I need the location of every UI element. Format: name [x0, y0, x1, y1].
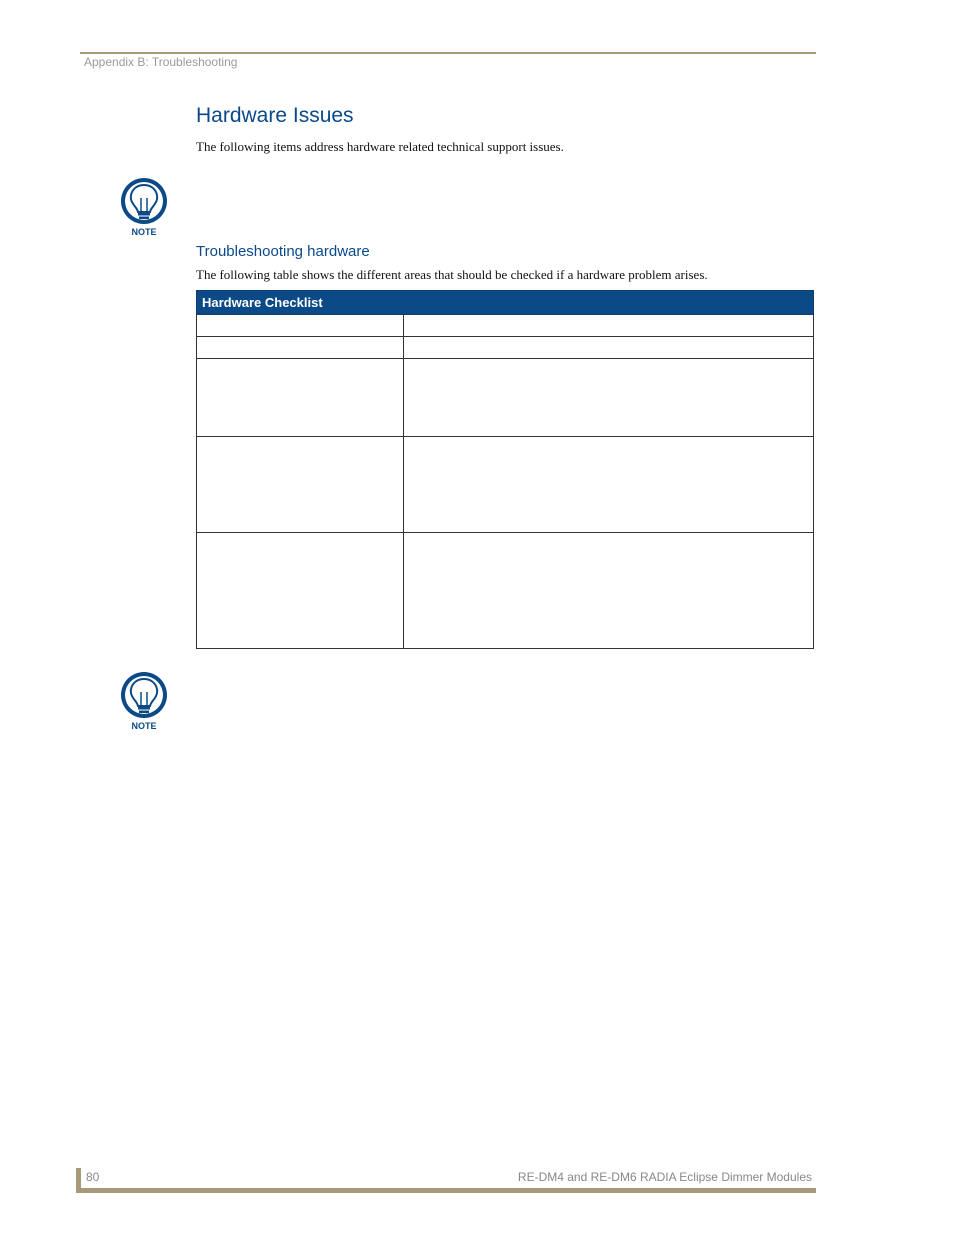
footer-rule [76, 1188, 816, 1193]
table-row [197, 315, 814, 337]
table-row [197, 359, 814, 437]
note-lightbulb-icon [118, 669, 168, 733]
table-cell [404, 437, 814, 533]
hardware-checklist-table [196, 290, 814, 649]
table-row [197, 337, 814, 359]
section-intro: The following items address hardware related technical support issues. [196, 139, 564, 154]
subsection-title: Troubleshooting hardware [196, 243, 370, 260]
header-rule [80, 52, 816, 54]
table-cell [404, 359, 814, 437]
note-lightbulb-icon [118, 175, 168, 239]
table-row [197, 533, 814, 649]
table-intro: The following table shows the different areas that should be checked if a hardware problem arises. [196, 267, 708, 282]
table-cell [197, 533, 404, 649]
page-number: 80 [86, 1170, 100, 1184]
note-label: NOTE [131, 227, 157, 237]
table-cell [197, 359, 404, 437]
footer-doc-title: RE-DM4 and RE-DM6 RADIA Eclipse Dimmer Modules [517, 1170, 812, 1184]
section-title: Hardware Issues [196, 104, 354, 127]
table-row [197, 437, 814, 533]
running-head: Appendix B: Troubleshooting [84, 55, 238, 69]
table-cell [404, 315, 814, 337]
table-cell [197, 437, 404, 533]
table-header: Hardware Checklist [197, 291, 814, 315]
table-cell [197, 315, 404, 337]
table-cell [404, 533, 814, 649]
table-cell [197, 337, 404, 359]
table-cell [404, 337, 814, 359]
note-label: NOTE [131, 721, 157, 731]
